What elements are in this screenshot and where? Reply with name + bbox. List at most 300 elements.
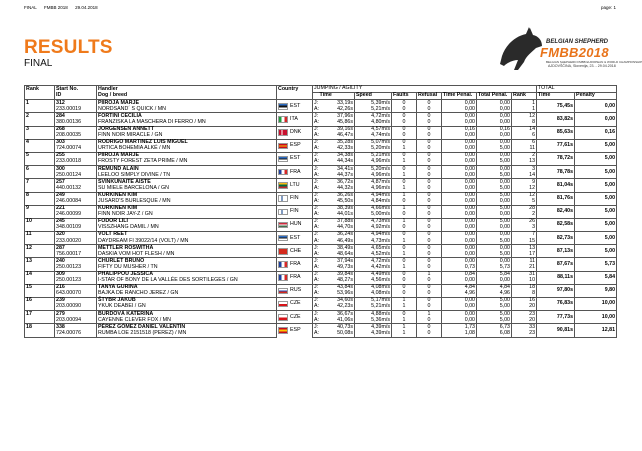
rank-cell: 12 bbox=[25, 245, 55, 252]
jumping-label: J: bbox=[314, 125, 319, 132]
country-cell bbox=[277, 166, 313, 179]
total-penalty: 5,00 bbox=[575, 192, 617, 205]
jumping-refusal: 0 bbox=[417, 284, 442, 291]
agility-total-penal: 6,08 bbox=[477, 330, 512, 337]
agility-rank: 15 bbox=[512, 238, 537, 245]
jumping-rank: 1 bbox=[512, 100, 537, 107]
jumping-speed: 4,66m/s bbox=[355, 205, 392, 212]
agility-refusal: 0 bbox=[417, 185, 442, 192]
table-row-second-line bbox=[25, 238, 617, 245]
dog-cell: FROSTY FOREST ZETA PRIME / MN bbox=[97, 159, 277, 166]
page-title: RESULTS bbox=[24, 37, 113, 58]
total-penalty: 0,16 bbox=[575, 126, 617, 139]
country-code: EST bbox=[290, 234, 301, 241]
start-no-cell: 312 bbox=[55, 100, 97, 107]
agility-time-penal: 0,00 bbox=[442, 185, 477, 192]
agility-total-penal: 5,73 bbox=[477, 265, 512, 272]
agility-total-penal: 5,00 bbox=[477, 238, 512, 245]
jumping-label: J: bbox=[314, 165, 319, 172]
agility-rank: 20 bbox=[512, 317, 537, 324]
jumping-time-penal: 0,00 bbox=[442, 232, 477, 239]
agility-time-penal: 1,08 bbox=[442, 330, 477, 337]
total-penalty: 5,00 bbox=[575, 205, 617, 218]
jumping-faults: 0 bbox=[392, 152, 417, 159]
total-penalty: 5,00 bbox=[575, 166, 617, 179]
jumping-total-penal: 6,73 bbox=[477, 324, 512, 331]
flag-icon bbox=[278, 195, 288, 202]
col-handler: Handler bbox=[97, 86, 277, 93]
total-time: 85,63s bbox=[537, 126, 575, 139]
start-no-cell: 245 bbox=[55, 218, 97, 225]
agility-speed: 4,92m/s bbox=[355, 225, 392, 232]
jumping-refusal: 0 bbox=[417, 166, 442, 173]
jumping-faults: 0 bbox=[392, 271, 417, 278]
agility-rank: 5 bbox=[512, 199, 537, 206]
country-wrap bbox=[278, 182, 311, 189]
agility-rank: 8 bbox=[512, 119, 537, 126]
jumping-total-penal: 0,00 bbox=[477, 100, 512, 107]
agility-faults: 1 bbox=[392, 330, 417, 337]
agility-time: 42,33s bbox=[319, 146, 355, 153]
handler-cell: ŠTYBR JAKUB bbox=[97, 298, 277, 305]
agility-time-penal: 0,00 bbox=[442, 251, 477, 258]
agility-label: A: bbox=[314, 118, 320, 125]
jumping-total-penal: 0,00 bbox=[477, 232, 512, 239]
header-row-2 bbox=[25, 93, 617, 100]
country-wrap bbox=[278, 116, 311, 123]
agility-total-penal: 5,00 bbox=[477, 172, 512, 179]
flag-icon bbox=[278, 235, 288, 242]
jumping-time: 38,49s bbox=[319, 245, 355, 252]
start-no-cell: 268 bbox=[55, 126, 97, 133]
flag-icon bbox=[278, 288, 288, 295]
handler-cell: JORGENSEN ANNETT bbox=[97, 126, 277, 133]
dog-cell: JUSARD'S BURLESQUE / MN bbox=[97, 199, 277, 206]
agility-speed: 5,36m/s bbox=[355, 317, 392, 324]
header-item: 29.04.2018 bbox=[75, 5, 98, 10]
agility-time: 41,06s bbox=[319, 317, 355, 324]
agility-rank: 21 bbox=[512, 265, 537, 272]
agility-speed: 5,21m/s bbox=[355, 106, 392, 113]
table-row-second-line bbox=[25, 304, 617, 311]
col-dog: Dog / breed bbox=[97, 93, 277, 100]
jumping-speed: 5,39m/s bbox=[355, 100, 392, 107]
jumping-time: 33,19s bbox=[319, 100, 355, 107]
jumping-refusal: 1 bbox=[417, 311, 442, 318]
country-cell bbox=[277, 192, 313, 205]
jumping-rank: 12 bbox=[512, 113, 537, 120]
jumping-rank: 6 bbox=[512, 139, 537, 146]
jumping-total-penal: 4,84 bbox=[477, 284, 512, 291]
col-jumping-agility: JUMPING / AGILITY bbox=[313, 86, 537, 93]
agility-total-penal: 0,00 bbox=[477, 119, 512, 126]
jumping-time: 43,84s bbox=[319, 284, 355, 291]
id-cell: 203.00090 bbox=[55, 304, 97, 311]
dog-cell: NORDSAND´ S QUICK / MN bbox=[97, 106, 277, 113]
total-time: 87,67s bbox=[537, 258, 575, 271]
agility-refusal: 0 bbox=[417, 212, 442, 219]
total-time: 76,83s bbox=[537, 298, 575, 311]
start-no-cell: 284 bbox=[55, 113, 97, 120]
dog-cell: FINN NOIR MIRACLE / GN bbox=[97, 133, 277, 140]
jumping-speed: 4,73m/s bbox=[355, 218, 392, 225]
rank-cell-blank bbox=[25, 304, 55, 311]
agility-total-penal: 0,00 bbox=[477, 212, 512, 219]
jumping-time: 34,60s bbox=[319, 298, 355, 305]
jumping-refusal: 1 bbox=[417, 271, 442, 278]
agility-label: A: bbox=[314, 316, 320, 323]
handler-cell: REMUND ALAIN bbox=[97, 166, 277, 173]
total-penalty: 5,00 bbox=[575, 152, 617, 165]
agility-speed: 4,74m/s bbox=[355, 133, 392, 140]
agility-refusal: 0 bbox=[417, 225, 442, 232]
country-cell bbox=[277, 218, 313, 231]
jumping-refusal: 0 bbox=[417, 179, 442, 186]
start-no-cell: 287 bbox=[55, 245, 97, 252]
agility-speed: 5,21m/s bbox=[355, 304, 392, 311]
agility-total-penal: 5,00 bbox=[477, 185, 512, 192]
jumping-speed: 4,94m/s bbox=[355, 232, 392, 239]
agility-rank: 8 bbox=[512, 291, 537, 298]
rank-cell-blank bbox=[25, 185, 55, 192]
agility-time-penal: 0,00 bbox=[442, 238, 477, 245]
agility-faults: 0 bbox=[392, 119, 417, 126]
jumping-label: J: bbox=[314, 112, 319, 119]
table-row-second-line bbox=[25, 185, 617, 192]
agility-label: A: bbox=[314, 158, 320, 165]
agility-time: 44,70s bbox=[319, 225, 355, 232]
agility-time: 45,50s bbox=[319, 199, 355, 206]
agility-label: A: bbox=[314, 132, 320, 139]
flag-icon bbox=[278, 143, 288, 150]
country-cell bbox=[277, 126, 313, 139]
agility-faults: 1 bbox=[392, 251, 417, 258]
jumping-time: 35,28s bbox=[319, 139, 355, 146]
total-penalty: 5,00 bbox=[575, 245, 617, 258]
agility-faults: 1 bbox=[392, 185, 417, 192]
agility-speed: 4,96m/s bbox=[355, 172, 392, 179]
id-cell: 233.00018 bbox=[55, 159, 97, 166]
agility-total-penal: 4,96 bbox=[477, 291, 512, 298]
country-wrap bbox=[278, 274, 311, 281]
country-code: FRA bbox=[290, 168, 301, 175]
jumping-label: J: bbox=[314, 284, 319, 291]
jumping-rank: 7 bbox=[512, 232, 537, 239]
country-wrap bbox=[278, 261, 311, 268]
agility-faults: 0 bbox=[392, 199, 417, 206]
agility-rank: 23 bbox=[512, 330, 537, 337]
total-penalty: 5,73 bbox=[575, 258, 617, 271]
country-cell bbox=[277, 152, 313, 165]
total-penalty: 0,00 bbox=[575, 100, 617, 113]
agility-label: A: bbox=[314, 224, 320, 231]
handler-cell: METTLER ROSWITHA bbox=[97, 245, 277, 252]
jumping-rank: 18 bbox=[512, 284, 537, 291]
start-no-cell: 309 bbox=[55, 271, 97, 278]
start-no-cell: 240 bbox=[55, 258, 97, 265]
rank-cell: 5 bbox=[25, 152, 55, 159]
agility-total-penal: 0,00 bbox=[477, 225, 512, 232]
handler-cell: RODRIGO MARTINEZ LUIS MIGUEL bbox=[97, 139, 277, 146]
rank-cell: 15 bbox=[25, 284, 55, 291]
jumping-time-penal: 0,00 bbox=[442, 258, 477, 265]
jumping-refusal: 0 bbox=[417, 100, 442, 107]
agility-faults: 1 bbox=[392, 159, 417, 166]
agility-time: 45,86s bbox=[319, 119, 355, 126]
country-wrap bbox=[278, 195, 311, 202]
total-time: 77,73s bbox=[537, 311, 575, 324]
page-subtitle: FINAL bbox=[24, 58, 53, 69]
event-logo bbox=[496, 26, 642, 74]
handler-cell: FORTINI CECILIA bbox=[97, 113, 277, 120]
dog-cell: BAJKA DE RANCHO JEREZ / GN bbox=[97, 291, 277, 298]
jumping-time: 38,39s bbox=[319, 205, 355, 212]
col-country: Country bbox=[277, 86, 313, 93]
agility-refusal: 0 bbox=[417, 159, 442, 166]
jumping-time-penal: 1,73 bbox=[442, 324, 477, 331]
agility-refusal: 0 bbox=[417, 106, 442, 113]
rank-cell: 10 bbox=[25, 218, 55, 225]
agility-time: 44,34s bbox=[319, 159, 355, 166]
jumping-total-penal: 0,16 bbox=[477, 126, 512, 133]
agility-rank: 2 bbox=[512, 212, 537, 219]
agility-rank: 12 bbox=[512, 185, 537, 192]
table-row-second-line bbox=[25, 317, 617, 324]
jumping-time: 37,88s bbox=[319, 218, 355, 225]
jumping-label: J: bbox=[314, 152, 319, 159]
agility-label: A: bbox=[314, 263, 320, 270]
dog-cell: URTICA BOHEMIA ALKÉ / MN bbox=[97, 146, 277, 153]
dog-cell: I-STAR OF BONY DE LA VALLÉE DES SORTILEGES / GN bbox=[97, 278, 277, 285]
country-code: ESP bbox=[290, 142, 301, 149]
jumping-rank: 16 bbox=[512, 298, 537, 305]
agility-time-penal: 0,00 bbox=[442, 278, 477, 285]
jumping-faults: 0 bbox=[392, 100, 417, 107]
flag-icon bbox=[278, 103, 288, 110]
jumping-total-penal: 0,00 bbox=[477, 166, 512, 173]
agility-rank: 13 bbox=[512, 159, 537, 166]
agility-time: 48,64s bbox=[319, 251, 355, 258]
id-cell: 380.00136 bbox=[55, 119, 97, 126]
agility-refusal: 0 bbox=[417, 199, 442, 206]
jumping-time-penal: 0,00 bbox=[442, 113, 477, 120]
col-penalty: Penalty bbox=[575, 93, 617, 100]
jumping-speed: 4,87m/s bbox=[355, 179, 392, 186]
jumping-label: J: bbox=[314, 191, 319, 198]
jumping-speed: 5,17m/s bbox=[355, 298, 392, 305]
jumping-rank: 23 bbox=[512, 311, 537, 318]
total-penalty: 10,00 bbox=[575, 298, 617, 311]
rank-cell: 4 bbox=[25, 139, 55, 146]
jumping-faults: 0 bbox=[392, 258, 417, 265]
jumping-rank: 14 bbox=[512, 126, 537, 133]
jumping-total-penal: 0,00 bbox=[477, 179, 512, 186]
jumping-faults: 0 bbox=[392, 166, 417, 173]
jumping-time-penal: 0,00 bbox=[442, 192, 477, 199]
jumping-time-penal: 0,00 bbox=[442, 218, 477, 225]
start-no-cell: 249 bbox=[55, 192, 97, 199]
country-code: FRA bbox=[290, 260, 301, 267]
col-time-penal: Time Penal. bbox=[442, 93, 477, 100]
agility-total-penal: 0,00 bbox=[477, 106, 512, 113]
country-cell bbox=[277, 258, 313, 271]
agility-time: 53,96s bbox=[319, 291, 355, 298]
jumping-refusal: 0 bbox=[417, 205, 442, 212]
col-faults: Faults bbox=[392, 93, 417, 100]
id-cell: 756.00017 bbox=[55, 251, 97, 258]
country-cell bbox=[277, 205, 313, 218]
rank-cell-blank bbox=[25, 238, 55, 245]
rank-cell-blank bbox=[25, 133, 55, 140]
agility-speed: 5,20m/s bbox=[355, 146, 392, 153]
agility-speed: 4,80m/s bbox=[355, 119, 392, 126]
jumping-faults: 0 bbox=[392, 284, 417, 291]
country-wrap bbox=[278, 156, 311, 163]
rank-cell-blank bbox=[25, 106, 55, 113]
jumping-time: 34,41s bbox=[319, 166, 355, 173]
rank-cell: 3 bbox=[25, 126, 55, 133]
id-cell: 250.00124 bbox=[55, 172, 97, 179]
jumping-time-penal: 0,00 bbox=[442, 179, 477, 186]
agility-label: A: bbox=[314, 171, 320, 178]
jumping-speed: 4,72m/s bbox=[355, 258, 392, 265]
jumping-faults: 1 bbox=[392, 298, 417, 305]
agility-label: A: bbox=[314, 277, 320, 284]
start-no-cell: 239 bbox=[55, 298, 97, 305]
flag-icon bbox=[278, 182, 288, 189]
jumping-refusal: 0 bbox=[417, 258, 442, 265]
table-row-second-line bbox=[25, 330, 617, 337]
rank-cell: 9 bbox=[25, 205, 55, 212]
total-penalty: 5,84 bbox=[575, 271, 617, 284]
agility-label: A: bbox=[314, 250, 320, 257]
jumping-label: J: bbox=[314, 297, 319, 304]
jumping-time: 36,24s bbox=[319, 232, 355, 239]
country-code: FRA bbox=[290, 274, 301, 281]
agility-refusal: 0 bbox=[417, 133, 442, 140]
jumping-time: 36,67s bbox=[319, 311, 355, 318]
country-code: EST bbox=[290, 102, 301, 109]
jumping-speed: 4,94m/s bbox=[355, 192, 392, 199]
handler-cell: PHALIPPOU JESSICA bbox=[97, 271, 277, 278]
col-refusal: Refusal bbox=[417, 93, 442, 100]
jumping-faults: 0 bbox=[392, 139, 417, 146]
flag-icon bbox=[278, 129, 288, 136]
jumping-label: J: bbox=[314, 271, 319, 278]
jumping-speed: 5,21m/s bbox=[355, 152, 392, 159]
country-cell bbox=[277, 245, 313, 258]
header-item: FINAL bbox=[24, 5, 37, 10]
agility-rank: 3 bbox=[512, 225, 537, 232]
country-code: HUN bbox=[290, 221, 302, 228]
flag-icon bbox=[278, 301, 288, 308]
country-wrap bbox=[278, 129, 311, 136]
jumping-total-penal: 0,00 bbox=[477, 258, 512, 265]
agility-time: 46,47s bbox=[319, 133, 355, 140]
handler-cell: SVINKUNAITE AISTE bbox=[97, 179, 277, 186]
agility-speed: 4,42m/s bbox=[355, 265, 392, 272]
agility-refusal: 0 bbox=[417, 172, 442, 179]
agility-rank: 1 bbox=[512, 106, 537, 113]
agility-label: A: bbox=[314, 184, 320, 191]
results-table bbox=[24, 85, 617, 338]
agility-time: 42,26s bbox=[319, 106, 355, 113]
agility-speed: 4,52m/s bbox=[355, 251, 392, 258]
jumping-refusal: 0 bbox=[417, 298, 442, 305]
results-body bbox=[25, 100, 617, 337]
total-time: 87,13s bbox=[537, 245, 575, 258]
flag-icon bbox=[278, 248, 288, 255]
agility-rank: 14 bbox=[512, 172, 537, 179]
total-time: 75,45s bbox=[537, 100, 575, 113]
agility-faults: 1 bbox=[392, 304, 417, 311]
agility-time-penal: 0,00 bbox=[442, 146, 477, 153]
country-code: RUS bbox=[290, 287, 302, 294]
col-speed: Speed bbox=[355, 93, 392, 100]
agility-label: A: bbox=[314, 105, 320, 112]
total-time: 88,11s bbox=[537, 271, 575, 284]
handler-cell: VOLT REET bbox=[97, 232, 277, 239]
start-no-cell: 257 bbox=[55, 179, 97, 186]
jumping-refusal: 0 bbox=[417, 324, 442, 331]
agility-total-penal: 0,00 bbox=[477, 199, 512, 206]
dog-cell: CAYENNE CLEVER FOX / MN bbox=[97, 317, 277, 324]
country-cell bbox=[277, 311, 313, 324]
country-cell bbox=[277, 298, 313, 311]
country-wrap bbox=[278, 222, 311, 229]
jumping-speed: 4,72m/s bbox=[355, 113, 392, 120]
country-cell bbox=[277, 271, 313, 284]
jumping-faults: 0 bbox=[392, 311, 417, 318]
handler-cell: FODOR LILI bbox=[97, 218, 277, 225]
agility-total-penal: 5,00 bbox=[477, 146, 512, 153]
total-penalty: 0,00 bbox=[575, 113, 617, 126]
agility-label: A: bbox=[314, 145, 320, 152]
jumping-faults: 1 bbox=[392, 218, 417, 225]
jumping-refusal: 0 bbox=[417, 192, 442, 199]
jumping-total-penal: 5,00 bbox=[477, 298, 512, 305]
agility-rank: 11 bbox=[512, 146, 537, 153]
jumping-time-penal: 0,00 bbox=[442, 311, 477, 318]
country-code: CHE bbox=[290, 247, 302, 254]
jumping-rank: 12 bbox=[512, 192, 537, 199]
rank-cell-blank bbox=[25, 251, 55, 258]
agility-rank: 17 bbox=[512, 251, 537, 258]
jumping-time: 34,38s bbox=[319, 152, 355, 159]
agility-refusal: 0 bbox=[417, 251, 442, 258]
flag-icon bbox=[278, 314, 288, 321]
rank-cell: 7 bbox=[25, 179, 55, 186]
id-cell: 440.00132 bbox=[55, 185, 97, 192]
country-wrap bbox=[278, 314, 311, 321]
id-cell: 246.00099 bbox=[55, 212, 97, 219]
jumping-refusal: 0 bbox=[417, 126, 442, 133]
id-cell: 233.00019 bbox=[55, 106, 97, 113]
col-total-penal: Total Penal. bbox=[477, 93, 512, 100]
country-code: ITA bbox=[290, 115, 298, 122]
handler-cell: KURKINEN KIM bbox=[97, 192, 277, 199]
agility-rank: 6 bbox=[512, 133, 537, 140]
flag-icon bbox=[278, 274, 288, 281]
dog-cell: LEELOO SIMPLY DIVINE / TN bbox=[97, 172, 277, 179]
jumping-time: 36,72s bbox=[319, 179, 355, 186]
agility-total-penal: 0,00 bbox=[477, 278, 512, 285]
table-row-second-line bbox=[25, 251, 617, 258]
jumping-time-penal: 0,84 bbox=[442, 271, 477, 278]
agility-label: A: bbox=[314, 329, 320, 336]
agility-faults: 0 bbox=[392, 225, 417, 232]
jumping-total-penal: 0,00 bbox=[477, 152, 512, 159]
